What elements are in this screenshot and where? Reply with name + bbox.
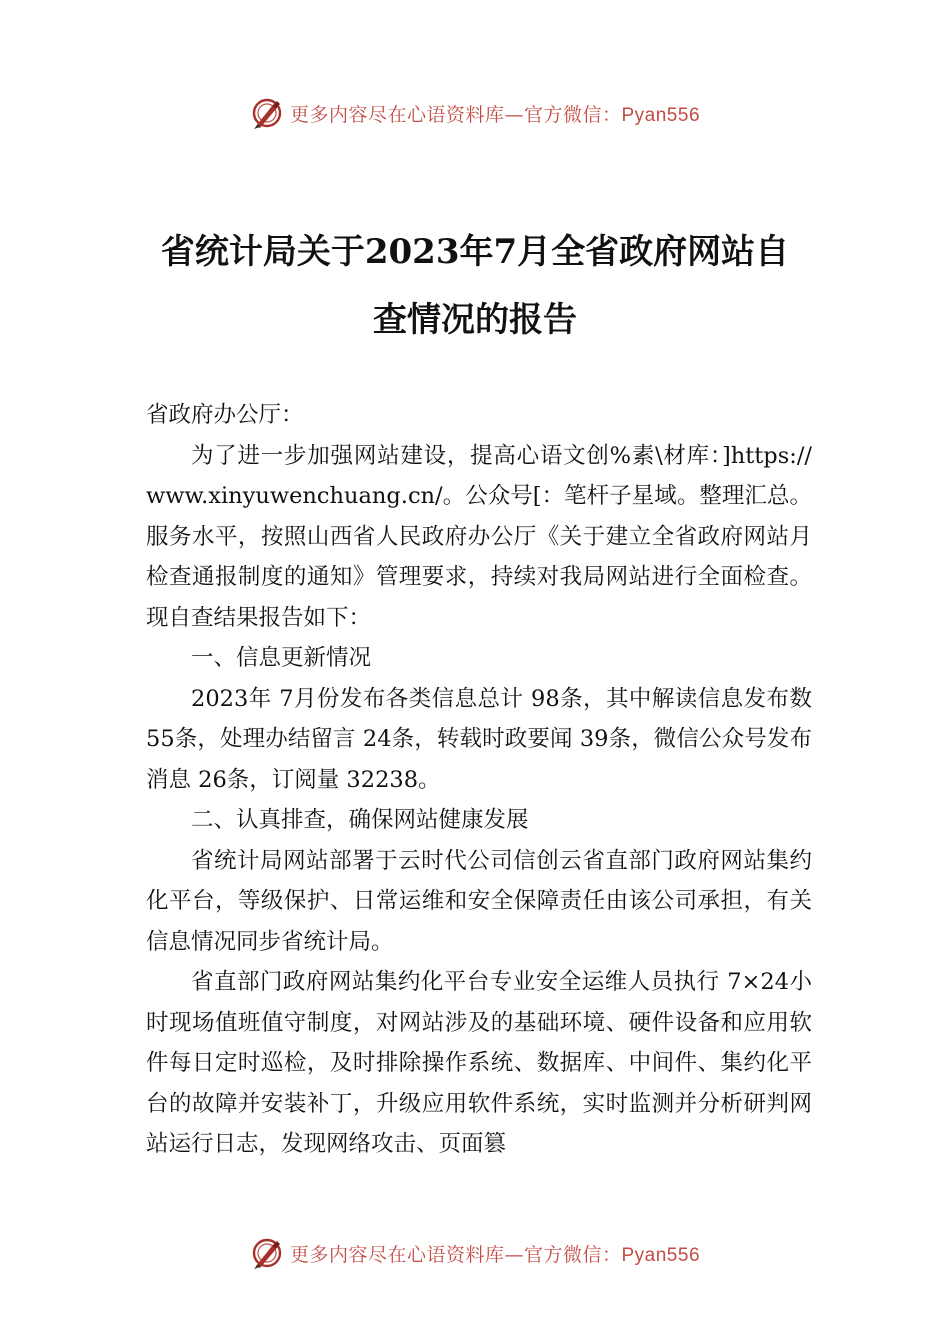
banner-text: 更多内容尽在心语资料库—官方微信：Pyan556 xyxy=(289,103,701,126)
salutation: 省政府办公厅： xyxy=(146,402,304,428)
pen-logo-icon xyxy=(250,1236,284,1270)
document-title xyxy=(120,218,830,354)
paragraph-info-update: 2023年 7月份发布各类信息总计 98条，其中解读信息发布数 55条，处理办结留言 24条，转载时政要闻 39条，微信公众号发布消息 26条，订阅量 32238。 xyxy=(146,685,812,793)
pen-logo-icon xyxy=(250,96,284,130)
header-banner xyxy=(0,96,950,130)
section-heading-1: 一、信息更新情况 xyxy=(191,645,372,671)
paragraph-operations: 省直部门政府网站集约化平台专业安全运维人员执行 7×24小时现场值班值守制度，对网站涉及的基础环境、硬件设备和应用软件每日定时巡检，及时排除操作系统、数据库、中间件、集约化平台的故障并安装补丁，升级应用软件系统，实时监测并分析研判网站运行日志，发现网络攻击、页面篡 xyxy=(146,969,812,1157)
document-body xyxy=(146,395,812,1165)
footer-banner xyxy=(0,1236,950,1270)
paragraph-intro: 为了进一步加强网站建设，提高心语文创%素\材库：]https://www.xinyuwenchuang.cn/。公众号[：笔杆子星域。整理汇总。服务水平，按照山西省人民政府办公厅《关于建立全省政府网站月检查通报制度的通知》管理要求，持续对我局网站进行全面检查。现自查结果报告如下： xyxy=(146,442,812,631)
title-line-2: 查情况的报告 xyxy=(373,300,577,340)
paragraph-deployment: 省统计局网站部署于云时代公司信创云省直部门政府网站集约化平台，等级保护、日常运维和安全保障责任由该公司承担，有关信息情况同步省统计局。 xyxy=(146,847,812,955)
section-heading-2: 二、认真排查，确保网站健康发展 xyxy=(191,807,529,833)
banner-text: 更多内容尽在心语资料库—官方微信：Pyan556 xyxy=(289,1243,701,1266)
title-line-1: 省统计局关于2023年7月全省政府网站自 xyxy=(160,232,790,272)
